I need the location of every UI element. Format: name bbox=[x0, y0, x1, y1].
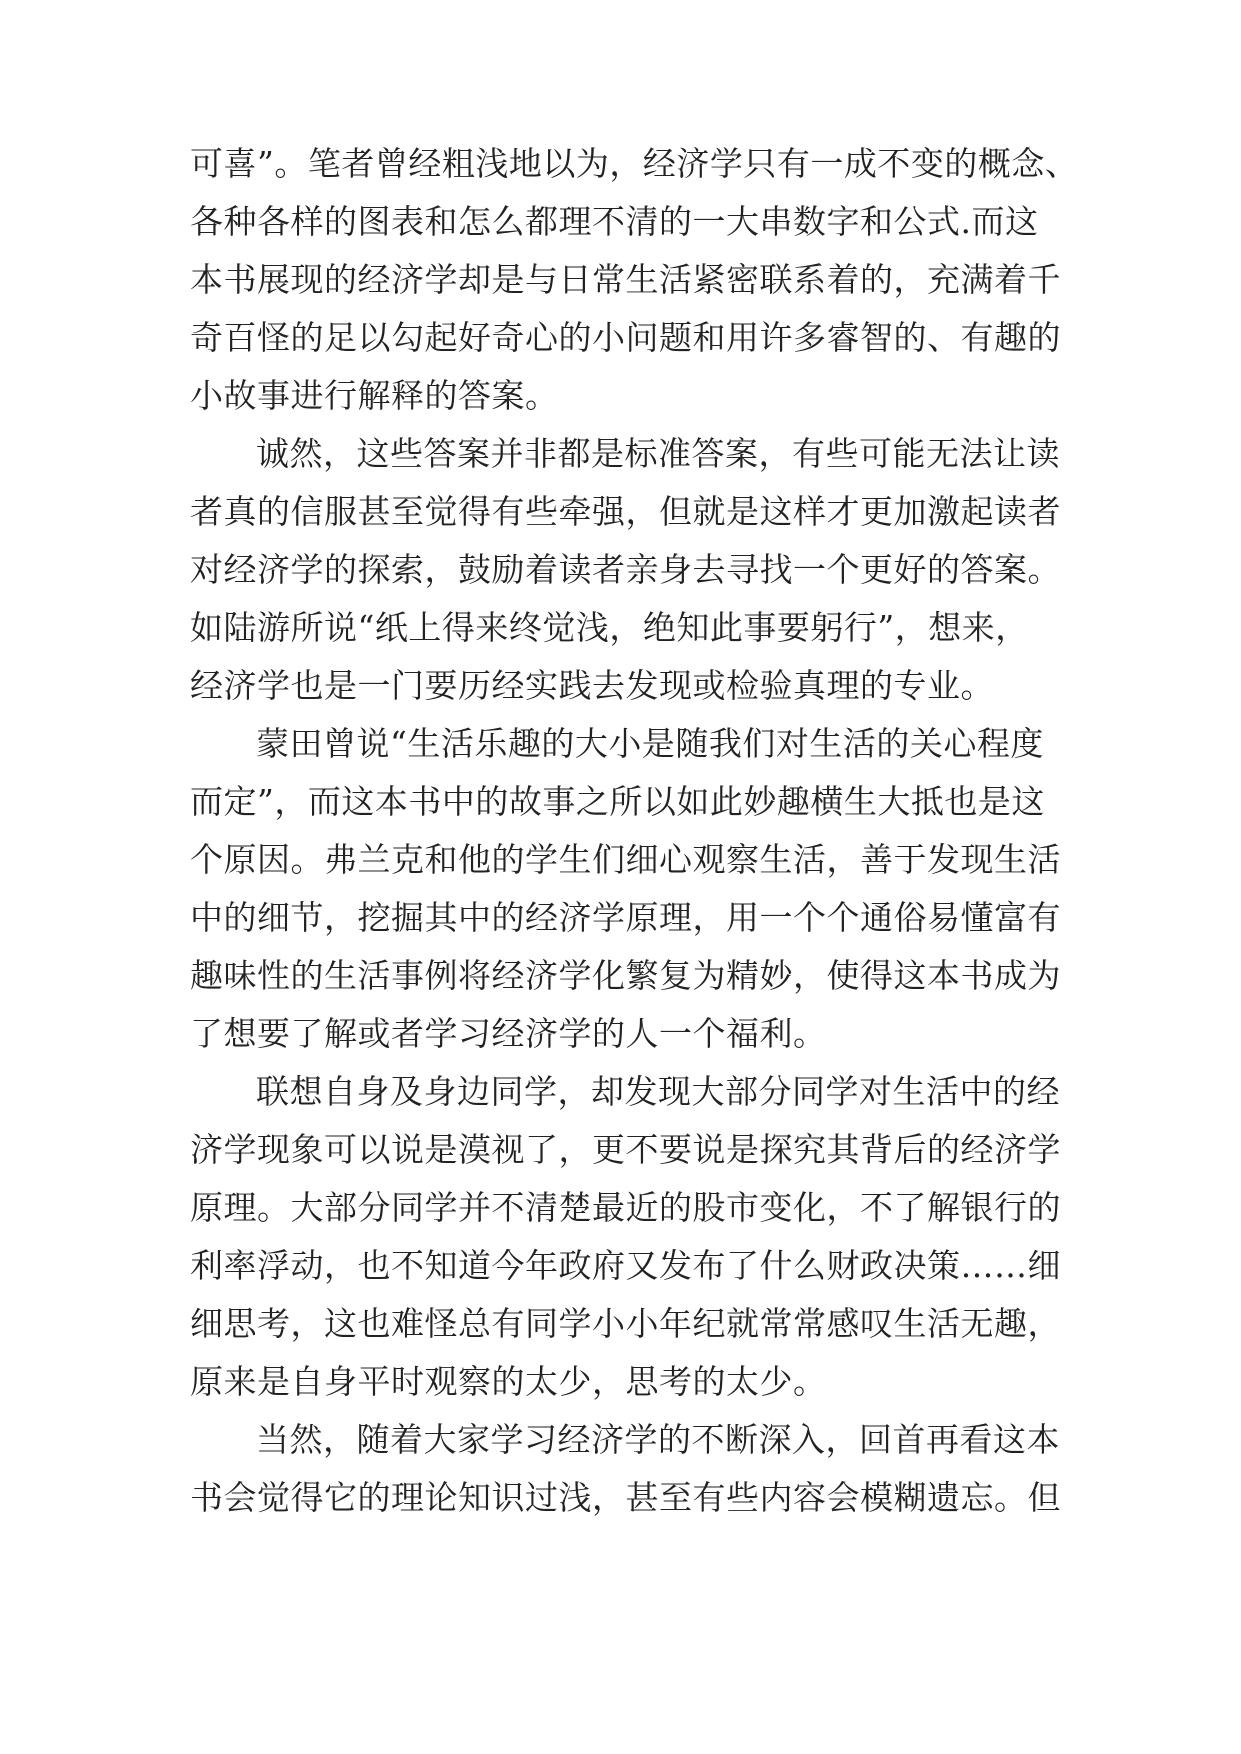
text-line: 奇百怪的足以勾起好奇心的小问题和用许多睿智的、有趣的 bbox=[190, 318, 1061, 357]
text-line: 可喜”。笔者曾经粗浅地以为，经济学只有一成不变的概念、 bbox=[190, 144, 1079, 183]
text-line: 趣味性的生活事例将经济学化繁复为精妙，使得这本书成为 bbox=[190, 956, 1061, 995]
text-line: 个原因。弗兰克和他的学生们细心观察生活，善于发现生活 bbox=[190, 840, 1061, 879]
text-line: 者真的信服甚至觉得有些牵强，但就是这样才更加激起读者 bbox=[190, 492, 1061, 531]
text-line: 书会觉得它的理论知识过浅，甚至有些内容会模糊遗忘。但 bbox=[190, 1478, 1061, 1517]
text-line: 各种各样的图表和怎么都理不清的一大串数字和公式.而这 bbox=[190, 202, 1039, 241]
body-text bbox=[190, 135, 1079, 1527]
text-line: 原来是自身平时观察的太少，思考的太少。 bbox=[190, 1362, 827, 1401]
text-line: 经济学也是一门要历经实践去发现或检验真理的专业。 bbox=[190, 666, 994, 705]
text-line: 小故事进行解释的答案。 bbox=[190, 376, 559, 415]
text-line: 而定”，而这本书中的故事之所以如此妙趣横生大抵也是这 bbox=[190, 782, 1045, 821]
text-line: 联想自身及身边同学，却发现大部分同学对生活中的经 bbox=[256, 1072, 1060, 1111]
text-line: 蒙田曾说“生活乐趣的大小是随我们对生活的关心程度 bbox=[256, 724, 1044, 763]
text-line: 对经济学的探索，鼓励着读者亲身去寻找一个更好的答案。 bbox=[190, 550, 1061, 589]
text-line: 细思考，这也难怪总有同学小小年纪就常常感叹生活无趣， bbox=[190, 1304, 1061, 1343]
text-line: 当然，随着大家学习经济学的不断深入，回首再看这本 bbox=[256, 1420, 1060, 1459]
text-line: 利率浮动，也不知道今年政府又发布了什么财政决策……细 bbox=[190, 1246, 1061, 1285]
text-line: 本书展现的经济学却是与日常生活紧密联系着的，充满着千 bbox=[190, 260, 1061, 299]
text-line: 济学现象可以说是漠视了，更不要说是探究其背后的经济学 bbox=[190, 1130, 1061, 1169]
text-line: 如陆游所说“纸上得来终觉浅，绝知此事要躬行”，想来， bbox=[190, 608, 1029, 647]
text-line: 了想要了解或者学习经济学的人一个福利。 bbox=[190, 1014, 827, 1053]
text-line: 原理。大部分同学并不清楚最近的股市变化，不了解银行的 bbox=[190, 1188, 1061, 1227]
text-line: 诚然，这些答案并非都是标准答案，有些可能无法让读 bbox=[256, 434, 1060, 473]
text-line: 中的细节，挖掘其中的经济学原理，用一个个通俗易懂富有 bbox=[190, 898, 1061, 937]
